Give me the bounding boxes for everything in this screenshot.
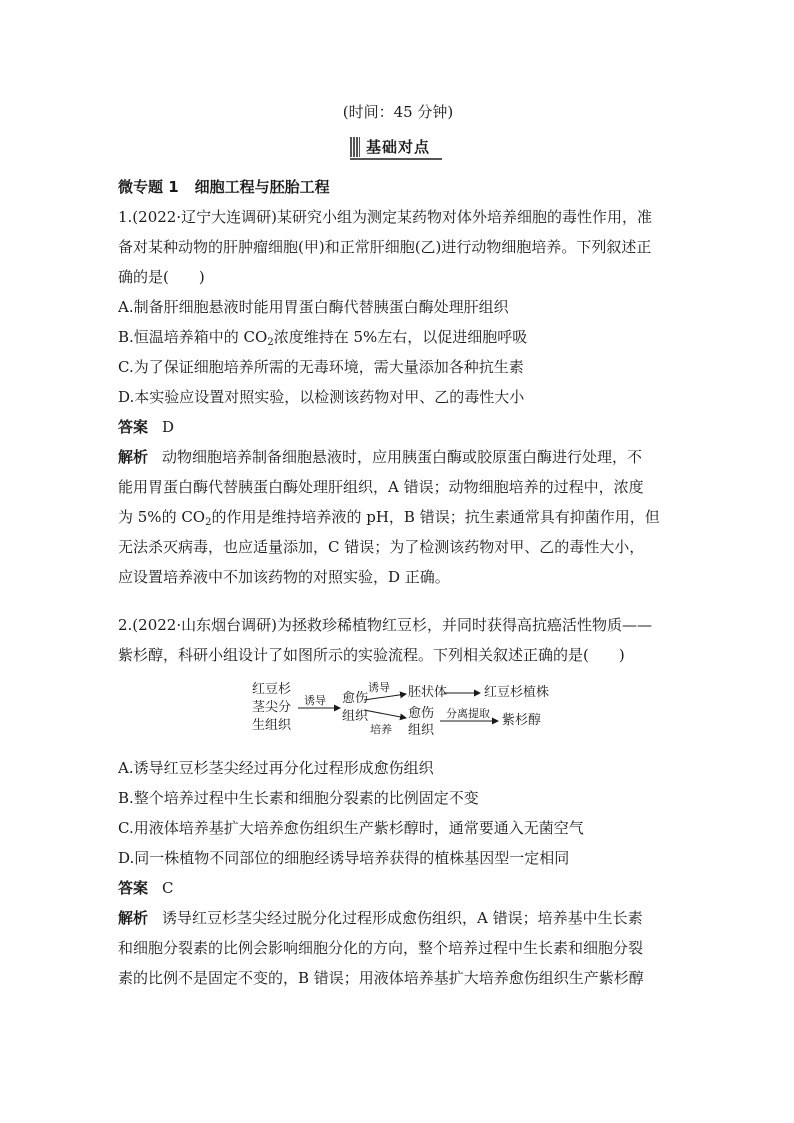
flow-callus-2: 组织 — [408, 723, 435, 738]
q2-option-c: C.用液体培养基扩大培养愈伤组织生产紫杉醇时，通常要通入无菌空气 — [118, 819, 584, 837]
subscript: 2 — [267, 337, 274, 348]
q1-option-a: A.制备肝细胞悬液时能用胃蛋白酶代替胰蛋白酶处理肝组织 — [118, 298, 509, 316]
section-bars-icon — [350, 137, 360, 157]
explanation-text: 诱导红豆杉茎尖经过脱分化过程形成愈伤组织，A 错误；培养基中生长素 — [162, 909, 643, 927]
flow-taxol: 紫杉醇 — [502, 713, 542, 728]
answer-value: C — [162, 879, 174, 897]
q2-stem-line: 2.(2022·山东烟台调研)为拯救珍稀植物红豆杉，并同时获得高抗癌活性物质—— — [118, 616, 652, 634]
q1-explanation-line — [118, 502, 680, 532]
section-heading — [350, 136, 442, 158]
flow-callus: 愈伤 — [342, 691, 369, 706]
q1-stem-line: 确的是( ) — [118, 268, 205, 286]
answer-label: 答案 — [118, 418, 149, 436]
q1-option-d: D.本实验应设置对照实验，以检测该药物对甲、乙的毒性大小 — [118, 388, 525, 406]
q1-option-b — [118, 322, 680, 352]
q1-option-b-text: B.恒温培养箱中的 CO — [118, 328, 268, 346]
flow-label-induce: 诱导 — [304, 694, 326, 707]
arrow-to-callus — [364, 710, 406, 718]
question-2-options — [118, 753, 680, 993]
q1-explanation-line — [118, 442, 680, 472]
flow-embryoid: 胚状体 — [408, 685, 448, 700]
explanation-label: 解析 — [118, 909, 149, 927]
q2-option-b: B.整个培养过程中生长素和细胞分裂素的比例固定不变 — [118, 789, 479, 807]
q2-option-d: D.同一株植物不同部位的细胞经诱导培养获得的植株基因型一定相同 — [118, 849, 570, 867]
experiment-flow-diagram — [248, 680, 668, 740]
q1-option-b-text: 浓度维持在 5%左右，以促进细胞呼吸 — [273, 328, 528, 346]
answer-label: 答案 — [118, 879, 149, 897]
flow-start-line: 红豆杉 — [252, 682, 292, 697]
q1-explanation-line: 应设置培养液中不加该药物的对照实验，D 正确。 — [118, 568, 450, 586]
q1-option-c: C.为了保证细胞培养所需的无毒环境，需大量添加各种抗生素 — [118, 358, 524, 376]
q1-stem-line: 备对某种动物的肝肿瘤细胞(甲)和正常肝细胞(乙)进行动物细胞培养。下列叙述正 — [118, 238, 652, 256]
flow-label-lower: 培养 — [370, 723, 392, 736]
subscript: 2 — [205, 517, 212, 528]
section-underline — [350, 158, 442, 160]
q1-stem-line: 1.(2022·辽宁大连调研)某研究小组为测定某药物对体外培养细胞的毒性作用，准 — [118, 208, 652, 226]
time-limit: (时间：45 分钟) — [342, 103, 454, 121]
flow-plant: 红豆杉植株 — [484, 685, 550, 700]
explanation-text: 的作用是维持培养液的 pH，B 错误；抗生素通常具有抑菌作用，但 — [211, 508, 660, 526]
q2-explanation-line — [118, 903, 680, 933]
q2-answer — [118, 873, 680, 903]
explanation-label: 解析 — [118, 448, 149, 466]
q1-explanation-line: 无法杀灭病毒，也应适量添加，C 错误；为了检测该药物对甲、乙的毒性大小， — [118, 538, 645, 556]
answer-value: D — [162, 418, 175, 436]
q1-answer — [118, 412, 680, 442]
explanation-text: 为 5%的 CO — [118, 508, 206, 526]
topic-number: 微专题 1 — [118, 178, 179, 196]
flow-label-upper: 诱导 — [368, 681, 390, 694]
arrow-to-embryoid — [364, 694, 406, 700]
flow-start-line: 生组织 — [252, 718, 292, 733]
q2-explanation-line: 和细胞分裂素的比例会影响细胞分化的方向，整个培养过程中生长素和细胞分裂 — [118, 939, 644, 957]
question-2 — [118, 610, 680, 670]
flow-callus-2: 愈伤 — [408, 706, 435, 721]
flow-label-extract: 分离提取 — [446, 707, 490, 720]
flow-start-line: 茎尖分 — [252, 700, 292, 715]
q2-explanation-line: 素的比例不是固定不变的，B 错误；用液体培养基扩大培养愈伤组织生产紫杉醇 — [118, 969, 644, 987]
flow-callus: 组织 — [342, 709, 369, 724]
topic-title: 细胞工程与胚胎工程 — [194, 178, 330, 196]
q2-option-a: A.诱导红豆杉茎尖经过再分化过程形成愈伤组织 — [118, 759, 434, 777]
topic-heading — [118, 172, 680, 202]
q2-stem-line: 紫杉醇，科研小组设计了如图所示的实验流程。下列相关叙述正确的是( ) — [118, 646, 625, 664]
explanation-text: 动物细胞培养制备细胞悬液时，应用胰蛋白酶或胶原蛋白酶进行处理，不 — [162, 448, 643, 466]
question-1 — [118, 202, 680, 592]
section-title: 基础对点 — [366, 138, 431, 156]
q1-explanation-line: 能用胃蛋白酶代替胰蛋白酶处理肝组织，A 错误；动物细胞培养的过程中，浓度 — [118, 478, 644, 496]
